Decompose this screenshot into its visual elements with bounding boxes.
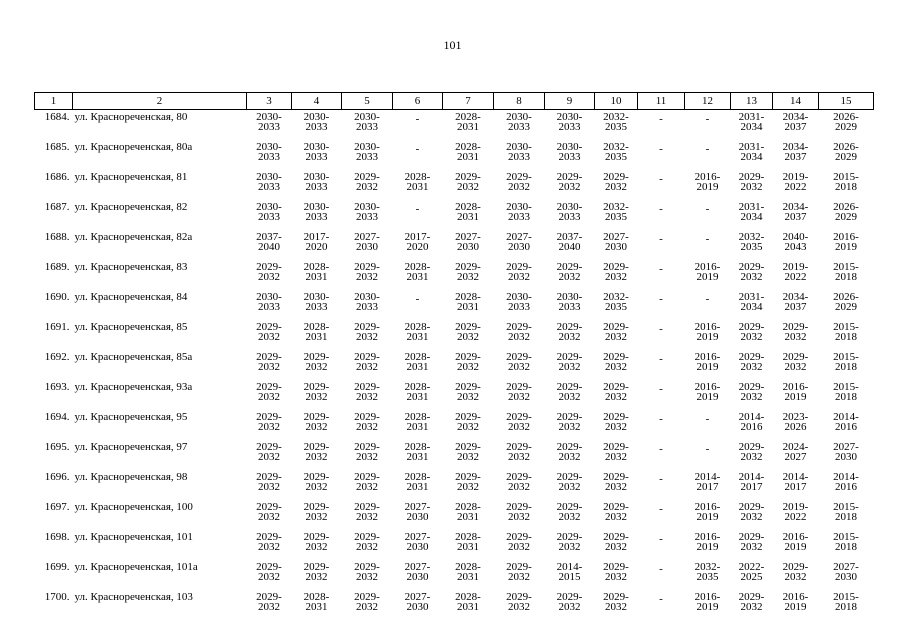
period-cell: 2027- 2030: [455, 231, 481, 253]
period-cell: 2029- 2032: [603, 561, 629, 583]
period-cell: 2026- 2029: [833, 111, 859, 133]
period-cell: -: [705, 143, 710, 155]
period-cell: 2028- 2031: [455, 561, 481, 583]
period-cell: 2029- 2032: [506, 321, 532, 343]
period-cell: 2016- 2019: [782, 381, 809, 403]
period-cell: -: [705, 113, 710, 125]
table-row: [35, 500, 874, 530]
row-address: ул. Краснореченская, 80: [74, 111, 188, 123]
period-cell: 2032- 2035: [603, 141, 629, 163]
row-number: 1698.: [44, 531, 70, 543]
period-cell: 2034- 2037: [782, 201, 809, 223]
period-cell: 2029- 2032: [506, 261, 532, 283]
period-cell: 2029- 2032: [256, 531, 282, 553]
column-header-7: 7: [443, 93, 494, 110]
period-cell: -: [415, 113, 420, 125]
period-cell: 2029- 2032: [603, 411, 629, 433]
period-cell: 2027- 2030: [833, 561, 859, 583]
period-cell: 2029- 2032: [455, 411, 481, 433]
table-header-row: [35, 93, 874, 110]
period-cell: 2016- 2019: [694, 381, 721, 403]
column-header-15: 15: [819, 93, 874, 110]
period-cell: 2019- 2022: [782, 501, 809, 523]
period-cell: 2016- 2019: [694, 591, 721, 613]
table-row: [35, 110, 874, 141]
period-cell: -: [659, 503, 663, 515]
period-cell: 2029- 2032: [455, 381, 481, 403]
period-cell: 2029- 2032: [256, 471, 282, 493]
period-cell: -: [659, 323, 663, 335]
period-cell: 2027- 2030: [603, 231, 629, 253]
period-cell: 2029- 2032: [738, 321, 765, 343]
period-cell: 2029- 2032: [556, 501, 583, 523]
period-cell: 2027- 2030: [354, 231, 380, 253]
row-number: 1700.: [44, 591, 70, 603]
period-cell: 2030- 2033: [556, 111, 583, 133]
period-cell: 2040- 2043: [782, 231, 809, 253]
period-cell: 2030- 2033: [354, 111, 380, 133]
column-header-5: 5: [342, 93, 393, 110]
period-cell: 2029- 2032: [354, 531, 380, 553]
period-cell: -: [659, 263, 663, 275]
register-table: [34, 92, 874, 620]
column-header-3: 3: [247, 93, 292, 110]
period-cell: 2032- 2035: [603, 201, 629, 223]
period-cell: 2029- 2032: [782, 321, 809, 343]
table-row: [35, 200, 874, 230]
period-cell: 2019- 2022: [782, 171, 809, 193]
period-cell: 2029- 2032: [303, 531, 330, 553]
period-cell: 2031- 2034: [738, 201, 765, 223]
period-cell: -: [659, 533, 663, 545]
period-cell: 2029- 2032: [506, 591, 532, 613]
row-address: ул. Краснореченская, 81: [74, 171, 188, 183]
period-cell: 2029- 2032: [556, 441, 583, 463]
period-cell: 2029- 2032: [455, 171, 481, 193]
period-cell: 2017- 2020: [404, 231, 431, 253]
row-number: 1691.: [44, 321, 70, 333]
period-cell: 2028- 2031: [303, 261, 330, 283]
period-cell: 2030- 2033: [256, 141, 282, 163]
period-cell: 2028- 2031: [455, 531, 481, 553]
table-row: [35, 440, 874, 470]
period-cell: 2029- 2032: [303, 471, 330, 493]
period-cell: 2029- 2032: [603, 471, 629, 493]
row-address: ул. Краснореченская, 100: [74, 501, 193, 513]
period-cell: -: [659, 563, 663, 575]
period-cell: -: [659, 353, 663, 365]
period-cell: 2029- 2032: [738, 171, 765, 193]
period-cell: 2030- 2033: [303, 111, 330, 133]
period-cell: 2014- 2016: [833, 411, 859, 433]
period-cell: 2015- 2018: [833, 531, 859, 553]
period-cell: 2026- 2029: [833, 141, 859, 163]
period-cell: 2029- 2032: [506, 501, 532, 523]
period-cell: 2014- 2017: [738, 471, 765, 493]
period-cell: 2029- 2032: [506, 381, 532, 403]
period-cell: -: [415, 203, 420, 215]
period-cell: 2029- 2032: [738, 531, 765, 553]
row-number: 1686.: [44, 171, 70, 183]
period-cell: 2029- 2032: [455, 471, 481, 493]
column-header-10: 10: [595, 93, 638, 110]
column-header-13: 13: [731, 93, 773, 110]
table-row: [35, 470, 874, 500]
period-cell: 2029- 2032: [354, 321, 380, 343]
period-cell: 2029- 2032: [506, 351, 532, 373]
period-cell: 2014- 2016: [833, 471, 859, 493]
period-cell: 2016- 2019: [694, 171, 721, 193]
period-cell: 2015- 2018: [833, 171, 859, 193]
period-cell: 2028- 2031: [303, 591, 330, 613]
period-cell: 2029- 2032: [738, 501, 765, 523]
period-cell: 2029- 2032: [354, 411, 380, 433]
period-cell: 2030- 2033: [303, 201, 330, 223]
period-cell: -: [659, 413, 663, 425]
period-cell: -: [705, 413, 710, 425]
period-cell: 2037- 2040: [556, 231, 583, 253]
row-address: ул. Краснореченская, 80а: [74, 141, 193, 153]
period-cell: 2030- 2033: [506, 141, 532, 163]
row-address: ул. Краснореченская, 83: [74, 261, 188, 273]
period-cell: 2030- 2033: [556, 141, 583, 163]
period-cell: -: [659, 383, 663, 395]
period-cell: 2028- 2031: [404, 261, 431, 283]
period-cell: 2029- 2032: [556, 261, 583, 283]
row-address: ул. Краснореченская, 101а: [74, 561, 198, 573]
period-cell: 2032- 2035: [603, 291, 629, 313]
period-cell: 2029- 2032: [738, 441, 765, 463]
row-address: ул. Краснореченская, 82а: [74, 231, 193, 243]
period-cell: 2029- 2032: [506, 561, 532, 583]
period-cell: 2015- 2018: [833, 261, 859, 283]
period-cell: 2029- 2032: [256, 591, 282, 613]
table-row: [35, 260, 874, 290]
period-cell: 2015- 2018: [833, 321, 859, 343]
table-row: [35, 170, 874, 200]
period-cell: 2028- 2031: [404, 411, 431, 433]
period-cell: 2029- 2032: [556, 171, 583, 193]
period-cell: 2030- 2033: [256, 201, 282, 223]
period-cell: 2029- 2032: [603, 261, 629, 283]
table-row: [35, 530, 874, 560]
period-cell: 2030- 2033: [303, 291, 330, 313]
period-cell: 2015- 2018: [833, 381, 859, 403]
row-number: 1697.: [44, 501, 70, 513]
period-cell: 2029- 2032: [354, 441, 380, 463]
table-row: [35, 560, 874, 590]
period-cell: 2029- 2032: [256, 501, 282, 523]
period-cell: 2030- 2033: [354, 201, 380, 223]
period-cell: 2034- 2037: [782, 141, 809, 163]
period-cell: 2028- 2031: [455, 201, 481, 223]
period-cell: 2016- 2019: [694, 531, 721, 553]
period-cell: -: [705, 203, 710, 215]
row-number: 1694.: [44, 411, 70, 423]
period-cell: 2029- 2032: [256, 441, 282, 463]
row-address: ул. Краснореченская, 98: [74, 471, 188, 483]
period-cell: 2028- 2031: [455, 141, 481, 163]
period-cell: 2030- 2033: [303, 141, 330, 163]
period-cell: 2029- 2032: [556, 321, 583, 343]
period-cell: 2029- 2032: [303, 501, 330, 523]
period-cell: 2027- 2030: [506, 231, 532, 253]
row-number: 1690.: [44, 291, 70, 303]
period-cell: 2029- 2032: [603, 351, 629, 373]
row-number: 1692.: [44, 351, 70, 363]
table-row: [35, 590, 874, 620]
period-cell: 2030- 2033: [354, 141, 380, 163]
period-cell: 2014- 2017: [782, 471, 809, 493]
period-cell: 2028- 2031: [455, 501, 481, 523]
period-cell: 2028- 2031: [303, 321, 330, 343]
row-address: ул. Краснореченская, 101: [74, 531, 193, 543]
period-cell: 2016- 2019: [833, 231, 859, 253]
period-cell: 2029- 2032: [354, 261, 380, 283]
row-address: ул. Краснореченская, 97: [74, 441, 188, 453]
row-number: 1684.: [44, 111, 70, 123]
period-cell: 2029- 2032: [782, 351, 809, 373]
period-cell: 2029- 2032: [256, 351, 282, 373]
period-cell: 2029- 2032: [738, 591, 765, 613]
period-cell: 2034- 2037: [782, 111, 809, 133]
period-cell: 2032- 2035: [738, 231, 765, 253]
period-cell: 2029- 2032: [303, 561, 330, 583]
period-cell: -: [659, 593, 663, 605]
period-cell: 2031- 2034: [738, 111, 765, 133]
period-cell: 2026- 2029: [833, 201, 859, 223]
period-cell: 2028- 2031: [455, 111, 481, 133]
period-cell: 2026- 2029: [833, 291, 859, 313]
period-cell: -: [659, 443, 663, 455]
period-cell: 2034- 2037: [782, 291, 809, 313]
period-cell: 2029- 2032: [556, 411, 583, 433]
period-cell: 2030- 2033: [303, 171, 330, 193]
row-number: 1695.: [44, 441, 70, 453]
column-header-8: 8: [494, 93, 545, 110]
row-number: 1693.: [44, 381, 70, 393]
period-cell: 2029- 2032: [556, 591, 583, 613]
period-cell: 2029- 2032: [455, 261, 481, 283]
period-cell: 2029- 2032: [256, 321, 282, 343]
table-row: [35, 350, 874, 380]
period-cell: 2028- 2031: [404, 171, 431, 193]
period-cell: -: [415, 293, 420, 305]
period-cell: 2027- 2030: [833, 441, 859, 463]
period-cell: 2029- 2032: [354, 561, 380, 583]
period-cell: 2032- 2035: [694, 561, 721, 583]
page-number: 101: [443, 38, 462, 52]
period-cell: 2029- 2032: [303, 351, 330, 373]
row-number: 1699.: [44, 561, 70, 573]
period-cell: 2029- 2032: [603, 381, 629, 403]
period-cell: 2029- 2032: [738, 381, 765, 403]
period-cell: 2030- 2033: [506, 111, 532, 133]
period-cell: 2030- 2033: [556, 291, 583, 313]
period-cell: 2029- 2032: [256, 261, 282, 283]
period-cell: 2027- 2030: [404, 501, 431, 523]
period-cell: 2029- 2032: [603, 441, 629, 463]
period-cell: -: [415, 143, 420, 155]
row-address: ул. Краснореченская, 85а: [74, 351, 193, 363]
period-cell: 2030- 2033: [556, 201, 583, 223]
period-cell: -: [659, 293, 663, 305]
row-number: 1689.: [44, 261, 70, 273]
period-cell: -: [659, 143, 663, 155]
period-cell: 2031- 2034: [738, 291, 765, 313]
column-header-1: 1: [35, 93, 73, 110]
period-cell: -: [659, 113, 663, 125]
period-cell: 2023- 2026: [782, 411, 809, 433]
row-number: 1688.: [44, 231, 70, 243]
period-cell: 2030- 2033: [256, 111, 282, 133]
period-cell: 2016- 2019: [694, 261, 721, 283]
period-cell: 2030- 2033: [506, 291, 532, 313]
row-address: ул. Краснореченская, 84: [74, 291, 188, 303]
row-number: 1696.: [44, 471, 70, 483]
period-cell: 2014- 2015: [556, 561, 583, 583]
column-header-12: 12: [685, 93, 731, 110]
period-cell: 2029- 2032: [556, 381, 583, 403]
column-header-6: 6: [393, 93, 443, 110]
table-row: [35, 410, 874, 440]
period-cell: 2029- 2032: [455, 321, 481, 343]
row-address: ул. Краснореченская, 95: [74, 411, 188, 423]
period-cell: 2016- 2019: [782, 531, 809, 553]
period-cell: 2027- 2030: [404, 531, 431, 553]
period-cell: 2029- 2032: [256, 561, 282, 583]
period-cell: 2029- 2032: [303, 441, 330, 463]
period-cell: 2027- 2030: [404, 561, 431, 583]
period-cell: 2029- 2032: [603, 171, 629, 193]
period-cell: 2029- 2032: [303, 381, 330, 403]
period-cell: 2029- 2032: [455, 441, 481, 463]
row-number: 1687.: [44, 201, 70, 213]
table-row: [35, 230, 874, 260]
period-cell: 2029- 2032: [354, 501, 380, 523]
period-cell: 2014- 2017: [694, 471, 721, 493]
column-header-4: 4: [292, 93, 342, 110]
period-cell: -: [659, 203, 663, 215]
column-header-2: 2: [73, 93, 247, 110]
period-cell: -: [659, 173, 663, 185]
period-cell: 2029- 2032: [354, 381, 380, 403]
period-cell: 2030- 2033: [256, 171, 282, 193]
table-body: [35, 110, 874, 621]
period-cell: -: [705, 443, 710, 455]
period-cell: 2029- 2032: [354, 471, 380, 493]
period-cell: 2029- 2032: [738, 351, 765, 373]
period-cell: 2037- 2040: [256, 231, 282, 253]
period-cell: 2028- 2031: [404, 441, 431, 463]
period-cell: 2030- 2033: [256, 291, 282, 313]
period-cell: 2015- 2018: [833, 501, 859, 523]
period-cell: 2014- 2016: [738, 411, 765, 433]
period-cell: 2016- 2019: [694, 501, 721, 523]
column-header-9: 9: [545, 93, 595, 110]
period-cell: 2016- 2019: [694, 351, 721, 373]
period-cell: 2029- 2032: [738, 261, 765, 283]
period-cell: 2029- 2032: [354, 171, 380, 193]
period-cell: 2029- 2032: [506, 531, 532, 553]
period-cell: 2029- 2032: [603, 591, 629, 613]
period-cell: -: [659, 473, 663, 485]
period-cell: 2032- 2035: [603, 111, 629, 133]
period-cell: 2029- 2032: [506, 411, 532, 433]
period-cell: 2016- 2019: [694, 321, 721, 343]
period-cell: 2015- 2018: [833, 591, 859, 613]
period-cell: 2017- 2020: [303, 231, 330, 253]
period-cell: 2029- 2032: [782, 561, 809, 583]
period-cell: 2029- 2032: [303, 411, 330, 433]
table-row: [35, 140, 874, 170]
period-cell: 2029- 2032: [256, 381, 282, 403]
period-cell: 2029- 2032: [603, 321, 629, 343]
row-address: ул. Краснореченская, 85: [74, 321, 188, 333]
period-cell: 2031- 2034: [738, 141, 765, 163]
period-cell: 2024- 2027: [782, 441, 809, 463]
row-address: ул. Краснореченская, 93а: [74, 381, 193, 393]
period-cell: 2030- 2033: [506, 201, 532, 223]
table-row: [35, 290, 874, 320]
period-cell: 2029- 2032: [506, 441, 532, 463]
period-cell: 2027- 2030: [404, 591, 431, 613]
row-number: 1685.: [44, 141, 70, 153]
period-cell: 2029- 2032: [506, 471, 532, 493]
period-cell: 2029- 2032: [603, 531, 629, 553]
period-cell: 2029- 2032: [354, 591, 380, 613]
period-cell: 2029- 2032: [256, 411, 282, 433]
period-cell: 2029- 2032: [556, 531, 583, 553]
period-cell: 2029- 2032: [556, 471, 583, 493]
period-cell: 2028- 2031: [455, 591, 481, 613]
period-cell: 2029- 2032: [603, 501, 629, 523]
period-cell: 2019- 2022: [782, 261, 809, 283]
period-cell: 2028- 2031: [404, 381, 431, 403]
column-header-11: 11: [638, 93, 685, 110]
column-header-14: 14: [773, 93, 819, 110]
period-cell: -: [659, 233, 663, 245]
period-cell: -: [705, 293, 710, 305]
period-cell: 2029- 2032: [506, 171, 532, 193]
period-cell: 2028- 2031: [404, 471, 431, 493]
period-cell: 2028- 2031: [404, 321, 431, 343]
row-address: ул. Краснореченская, 82: [74, 201, 188, 213]
period-cell: 2022- 2025: [738, 561, 765, 583]
period-cell: 2016- 2019: [782, 591, 809, 613]
row-address: ул. Краснореченская, 103: [74, 591, 193, 603]
period-cell: 2015- 2018: [833, 351, 859, 373]
period-cell: 2030- 2033: [354, 291, 380, 313]
period-cell: 2028- 2031: [455, 291, 481, 313]
period-cell: -: [705, 233, 710, 245]
table-row: [35, 380, 874, 410]
period-cell: 2029- 2032: [455, 351, 481, 373]
period-cell: 2028- 2031: [404, 351, 431, 373]
period-cell: 2029- 2032: [556, 351, 583, 373]
period-cell: 2029- 2032: [354, 351, 380, 373]
table-row: [35, 320, 874, 350]
